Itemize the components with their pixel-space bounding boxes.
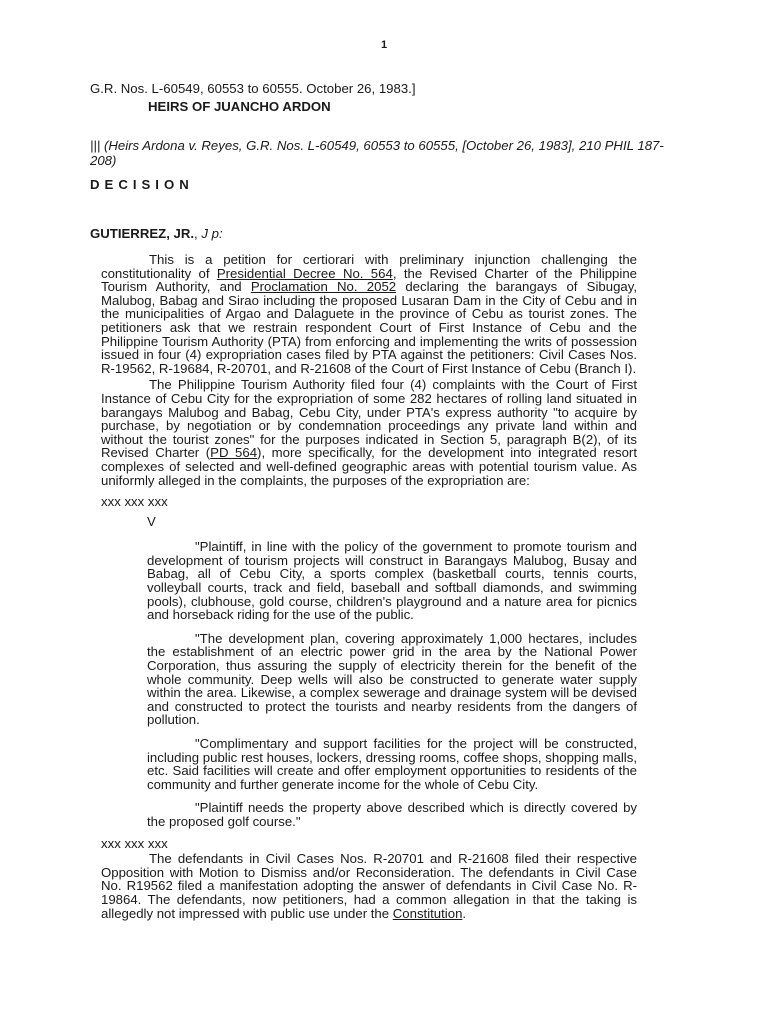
paragraph-petition [101,253,637,375]
decision-body [101,253,637,920]
quote-paragraph-development-plan: "The development plan, covering approximately 1,000 hectares, includes the establishment of an electric power grid in the area by the National Power Corporation, thus assuring the supply of electricity therein for the benefit of the whole community. Deep wells will also be constructed to generate water supply within the area. Likewise, a complex sewerage and drainage system will be devised and constructed to protect the tourists and nearby residents from the dangers of pollution. [147,630,637,728]
paragraph-text: , the Revised Charter of the Philippine Tourism Authority, and [101,265,637,295]
link-pd-564[interactable]: PD 564 [210,445,258,461]
section-numeral: V [147,513,156,529]
decision-heading: DECISION [90,177,194,192]
paragraph-text: The defendants in Civil Cases Nos. R-20701 and R-21608 filed their respective Opposition with Motion to Dismiss and/or Reconsideration. The defendants in Civil Case No. R19562 filed a manifestation adopting the answer of defendants in Civil Case No. R-19864. The defendants, now petitioners, had a common allegation in that the taking is allegedly not impressed with public use under the [101,851,637,921]
paragraph-defendants [101,852,637,920]
case-reference: ||| (Heirs Ardona v. Reyes, G.R. Nos. L-60549, 60553 to 60555, [October 26, 1983], 210 PHIL 187-208) [90,138,664,168]
ponente-suffix: J p: [201,226,223,241]
ponente-name: GUTIERREZ, JR. [90,226,195,241]
page-number: 1 [380,39,388,51]
omission-marker: xxx xxx xxx [101,835,168,851]
ponente-separator: , [194,226,202,241]
link-presidential-decree-564[interactable]: Presidential Decree No. 564 [216,265,393,281]
paragraph-complaints [101,378,637,487]
paragraph-text: ), more specifically, for the development into integrated resort complexes of selected and well-defined geographic areas with potential tourism value. As uniformly alleged in the complaints, the purposes of the expropriation are: [101,445,637,488]
quote-paragraph-golf-course: "Plaintiff needs the property above described which is directly covered by the proposed golf course." [147,800,637,829]
case-party-title: HEIRS OF JUANCHO ARDON [148,99,331,114]
ponente-line [90,226,223,241]
paragraph-text: The Philippine Tourism Authority filed four (4) complaints with the Court of First Instance of Cebu City for the expropriation of some 282 hectares of rolling land situated in barangays Malubog and Babag, Cebu City, under PTA's express authority "to acquire by purchase, by negotiation or by condemnation proceedings any private land within and without the tourist zones" for the purposes indicated in Section 5, paragraph B(2), of its Revised Charter ( [101,377,637,461]
quote-paragraph-support-facilities: "Complimentary and support facilities for the project will be constructed, including public rest houses, lockers, dressing rooms, coffee shops, shopping malls, etc. Said facilities will create and offer employment opportunities to residents of the community and further generate income for the whole of Cebu City. [147,736,637,792]
link-constitution[interactable]: Constitution [392,905,463,921]
case-citation: G.R. Nos. L-60549, 60553 to 60555. October 26, 1983.] [90,81,416,96]
paragraph-text: This is a petition for certiorari with preliminary injunction challenging the constitutionality of [101,252,637,281]
quote-paragraph-sports-complex: "Plaintiff, in line with the policy of the government to promote tourism and development of tourism projects will construct in Barangays Malubog, Busay and Babag, all of Cebu City, a sports complex (basketball courts, tennis courts, volleyball courts, track and field, baseball and softball diamonds, and swimming pools), clubhouse, gold course, children's playground and a nature area for picnics and horseback riding for the use of the public. [147,539,637,623]
link-proclamation-2052[interactable]: Proclamation No. 2052 [250,279,397,295]
omission-marker: xxx xxx xxx [101,494,168,510]
paragraph-text: declaring the barangays of Sibugay, Malubog, Babag and Sirao including the proposed Lusaran Dam in the City of Cebu and in the municipalities of Argao and Dalaguete in the province of Cebu as tourist zones. The petitioners ask that we restrain respondent Court of First Instance of Cebu and the Philippine Tourism Authority (PTA) from enforcing and implementing the writs of possession issued in four (4) expropriation cases filed by PTA against the petitioners: Civil Cases Nos. R-19562, R-19684, R-20701, and R-21608 of the Court of First Instance of Cebu (Branch I). [101,279,638,376]
paragraph-text: . [462,905,467,921]
